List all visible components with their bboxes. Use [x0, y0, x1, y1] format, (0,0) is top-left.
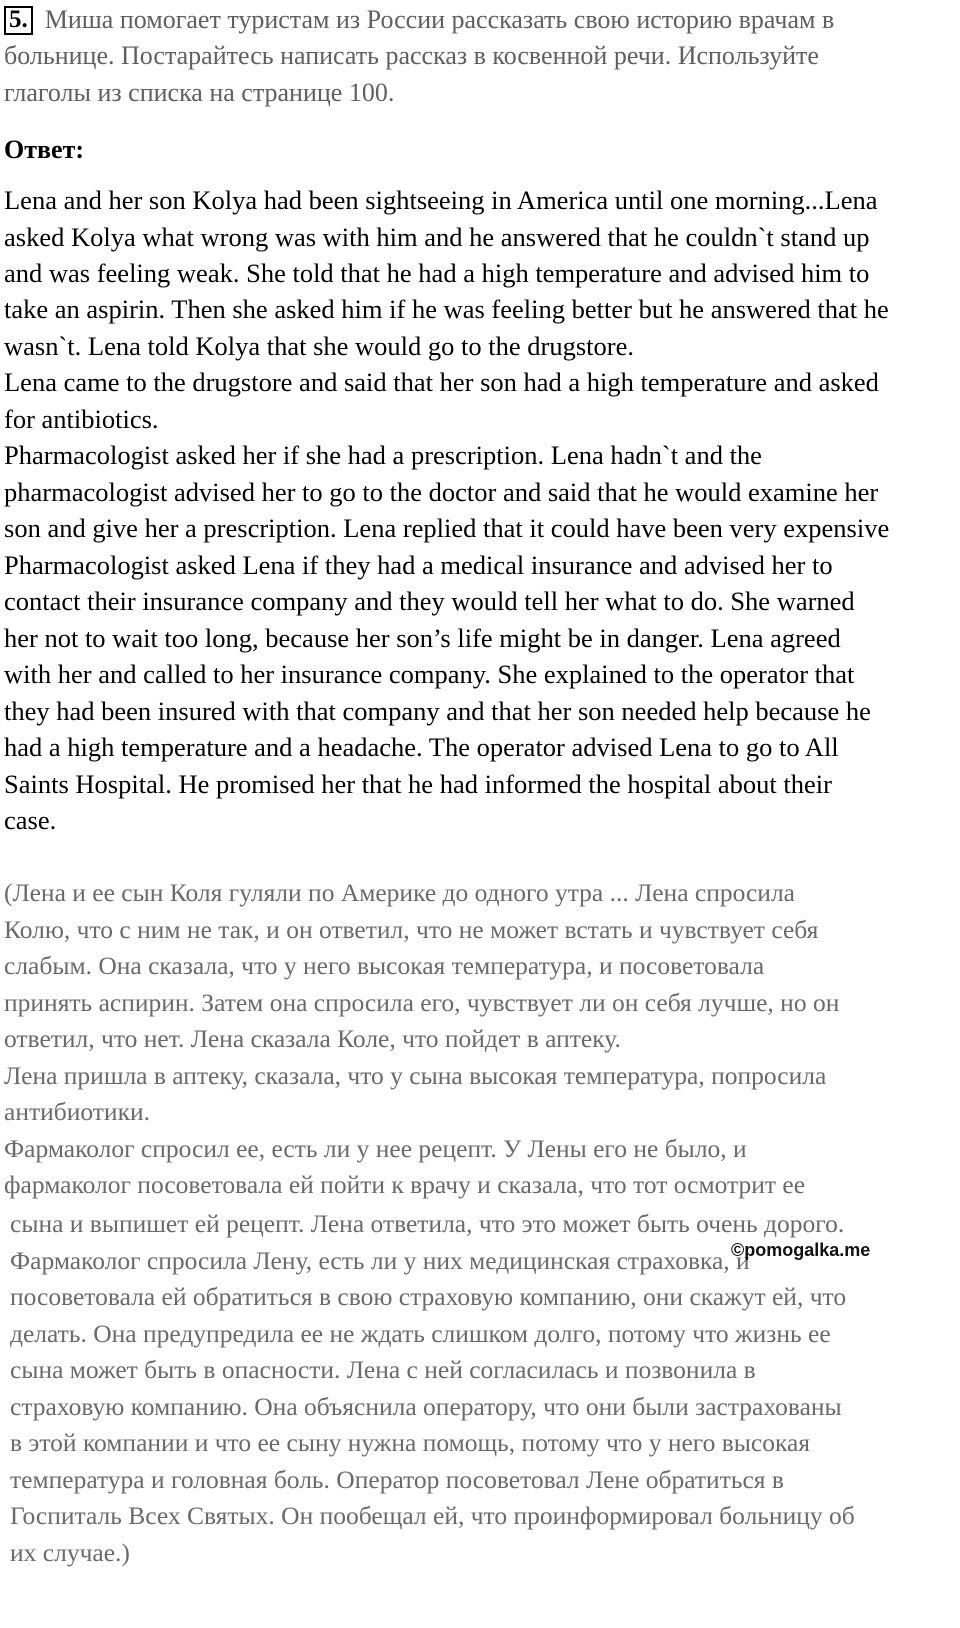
russian-line: сына и выпишет ей рецепт. Лена ответила, что это может быть очень дорого.: [10, 1209, 845, 1238]
task-number: 5.: [4, 6, 33, 35]
watermark-label: ©pomogalka.me: [731, 1240, 871, 1260]
russian-line: антибиотики.: [4, 1097, 150, 1126]
answer-label: Ответ:: [4, 135, 85, 164]
english-line: Saints Hospital. He promised her that he had informed the hospital about their: [4, 769, 832, 799]
english-line: Lena and her son Kolya had been sightseeing in America until one morning...Lena: [4, 185, 878, 215]
russian-line: (Лена и ее сын Коля гуляли по Америке до одного утра ... Лена спросила: [4, 878, 795, 907]
russian-line: температура и головная боль. Оператор посоветовал Лене обратиться в: [10, 1465, 784, 1494]
russian-line: ответил, что нет. Лена сказала Коле, что пойдет в аптеку.: [4, 1024, 621, 1053]
russian-line: страховую компанию. Она объяснила оператору, что они были застрахованы: [10, 1392, 842, 1421]
task-text: Миша помогает туристам из России рассказать свою историю врачам в: [44, 5, 835, 34]
russian-line: слабым. Она сказала, что у него высокая температура, и посоветовала: [4, 951, 765, 980]
english-line: pharmacologist advised her to go to the doctor and said that he would examine her: [4, 477, 879, 507]
english-line: asked Kolya what wrong was with him and he answered that he couldn`t stand up: [4, 222, 870, 252]
english-line: son and give her a prescription. Lena replied that it could have been very expensive: [4, 513, 890, 543]
russian-line: Фармаколог спросил ее, есть ли у нее рецепт. У Лены его не было, и: [4, 1134, 747, 1163]
russian-line: Госпиталь Всех Святых. Он пообещал ей, что проинформировал больницу об: [10, 1501, 855, 1530]
task-line-1: [4, 7, 834, 36]
english-line: Lena came to the drugstore and said that her son had a high temperature and asked: [4, 367, 879, 397]
english-line: take an aspirin. Then she asked him if he was feeling better but he answered that he: [4, 294, 889, 324]
russian-line: сына может быть в опасности. Лена с ней согласилась и позвонила в: [10, 1355, 756, 1384]
russian-line: фармаколог посоветовала ей пойти к врачу и сказала, что тот осмотрит ее: [4, 1170, 806, 1199]
english-line: had a high temperature and a headache. The operator advised Lena to go to All: [4, 732, 839, 762]
english-line: with her and called to her insurance company. She explained to the operator that: [4, 659, 855, 689]
russian-line: в этой компании и что ее сыну нужна помощь, потому что у него высокая: [10, 1428, 811, 1457]
russian-line: Лена пришла в аптеку, сказала, что у сына высокая температура, попросила: [4, 1061, 827, 1090]
task-line-3: глаголы из списка на странице 100.: [4, 78, 395, 107]
english-line: case.: [4, 805, 57, 835]
english-line: contact their insurance company and they would tell her what to do. She warned: [4, 586, 855, 616]
russian-line: делать. Она предупредила ее не ждать слишком долго, потому что жизнь ее: [10, 1319, 831, 1348]
english-line: and was feeling weak. She told that he had a high temperature and advised him to: [4, 258, 870, 288]
russian-line: принять аспирин. Затем она спросила его, чувствует ли он себя лучше, но он: [4, 988, 840, 1017]
english-line: her not to wait too long, because her son’s life might be in danger. Lena agreed: [4, 623, 841, 653]
english-line: wasn`t. Lena told Kolya that she would go to the drugstore.: [4, 331, 634, 361]
russian-line: посоветовала ей обратиться в свою страховую компанию, они скажут ей, что: [10, 1282, 847, 1311]
russian-line: Колю, что с ним не так, и он ответил, что не может встать и чувствует себя: [4, 915, 819, 944]
task-line-2: больнице. Постарайтесь написать рассказ в косвенной речи. Используйте: [4, 41, 819, 70]
english-line: for antibiotics.: [4, 404, 159, 434]
english-line: Pharmacologist asked Lena if they had a medical insurance and advised her to: [4, 550, 833, 580]
russian-line: Фармаколог спросила Лену, есть ли у них медицинская страховка, и: [10, 1246, 750, 1275]
english-line: Pharmacologist asked her if she had a prescription. Lena hadn`t and the: [4, 440, 762, 470]
english-line: they had been insured with that company and that her son needed help because he: [4, 696, 871, 726]
russian-line: их случае.): [10, 1538, 130, 1567]
